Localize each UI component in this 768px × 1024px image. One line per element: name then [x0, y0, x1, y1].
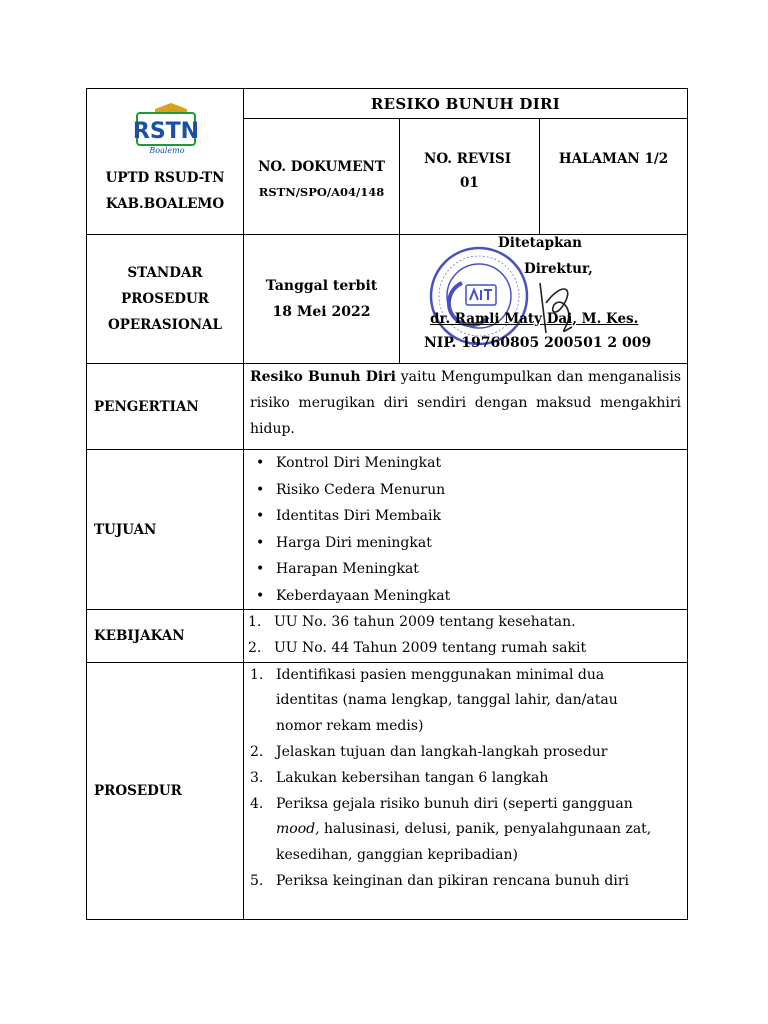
- page-cell: [540, 119, 688, 235]
- official-stamp-icon: [428, 245, 530, 347]
- approval-cell: [400, 235, 688, 364]
- logo-text: RSTN: [132, 119, 200, 144]
- tujuan-label: TUJUAN: [87, 450, 244, 610]
- list-item: 3. Lakukan kebersihan tangan 6 langkah: [250, 769, 549, 786]
- unit-name: UPTD RSUD-TN: [105, 170, 225, 186]
- list-item: • Kontrol Diri Meningkat: [256, 450, 687, 477]
- spo-line2: PROSEDUR: [121, 291, 209, 307]
- issue-label: Tanggal terbit: [265, 278, 378, 294]
- list-item: 1. Identifikasi pasien menggunakan minimal dua identitas (nama lengkap, tanggal lahir, dan/atau nomor rekam medis): [250, 666, 618, 735]
- page-label: HALAMAN 1/2: [558, 151, 669, 167]
- prosedur-content: [244, 662, 688, 919]
- spo-line1: STANDAR: [127, 265, 203, 281]
- pengertian-label: PENGERTIAN: [87, 364, 244, 450]
- tujuan-content: [244, 450, 688, 610]
- list-item: 2. Jelaskan tujuan dan langkah-langkah prosedur: [250, 743, 608, 760]
- unit-region: KAB.BOALEMO: [105, 196, 225, 212]
- kebijakan-label: KEBIJAKAN: [87, 610, 244, 663]
- institution-cell: [87, 89, 244, 235]
- list-item: 4. Periksa gejala risiko bunuh diri (seperti gangguan mood, halusinasi, delusi, panik, penyalahgunaan zat, kesedihan, ganggian kepribadian): [250, 795, 652, 864]
- kebijakan-content: [244, 610, 688, 663]
- document-title: RESIKO BUNUH DIRI: [244, 89, 688, 119]
- revision-number: 01: [460, 175, 479, 191]
- italic-term: mood,: [276, 821, 320, 838]
- issue-date: 18 Mei 2022: [272, 304, 371, 320]
- spo-table: [86, 88, 688, 920]
- issue-date-cell: [244, 235, 400, 364]
- list-item: 5. Periksa keinginan dan pikiran rencana bunuh diri: [250, 872, 630, 889]
- established-label: Ditetapkan: [498, 235, 582, 251]
- list-item: • Risiko Cedera Menurun: [256, 477, 687, 504]
- logo-subtext: Boalemo: [149, 146, 185, 155]
- list-item: 1. UU No. 36 tahun 2009 tentang kesehatan.: [248, 614, 576, 630]
- revision-cell: [400, 119, 540, 235]
- doc-number-label: NO. DOKUMENT: [258, 158, 385, 175]
- pengertian-term: Resiko Bunuh Diri: [250, 369, 396, 385]
- prosedur-label: PROSEDUR: [87, 662, 244, 919]
- director-nip: NIP. 19760805 200501 2 009: [424, 335, 652, 351]
- spo-label-cell: [87, 235, 244, 364]
- revision-label: NO. REVISI: [424, 151, 512, 167]
- list-item: • Harapan Meningkat: [256, 556, 687, 583]
- director-name: dr. Ramli Maty Dai, M. Kes.: [430, 311, 639, 327]
- list-item: • Identitas Diri Membaik: [256, 503, 687, 530]
- pengertian-definition: yaitu Mengumpulkan dan menganalisis risiko merugikan diri sendiri dengan maksud mengakhiri hidup.: [250, 369, 682, 437]
- doc-number: RSTN/SPO/A04/148: [258, 184, 385, 199]
- list-item: • Harga Diri meningkat: [256, 530, 687, 557]
- list-item: 2. UU No. 44 Tahun 2009 tentang rumah sakit: [248, 639, 587, 656]
- director-label: Direktur,: [524, 261, 593, 277]
- spo-line3: OPERASIONAL: [107, 317, 223, 333]
- hospital-logo: [115, 103, 203, 163]
- doc-number-cell: [244, 119, 400, 235]
- pengertian-content: [244, 364, 688, 450]
- list-item: • Keberdayaan Meningkat: [256, 583, 687, 610]
- signature-icon: [532, 273, 582, 341]
